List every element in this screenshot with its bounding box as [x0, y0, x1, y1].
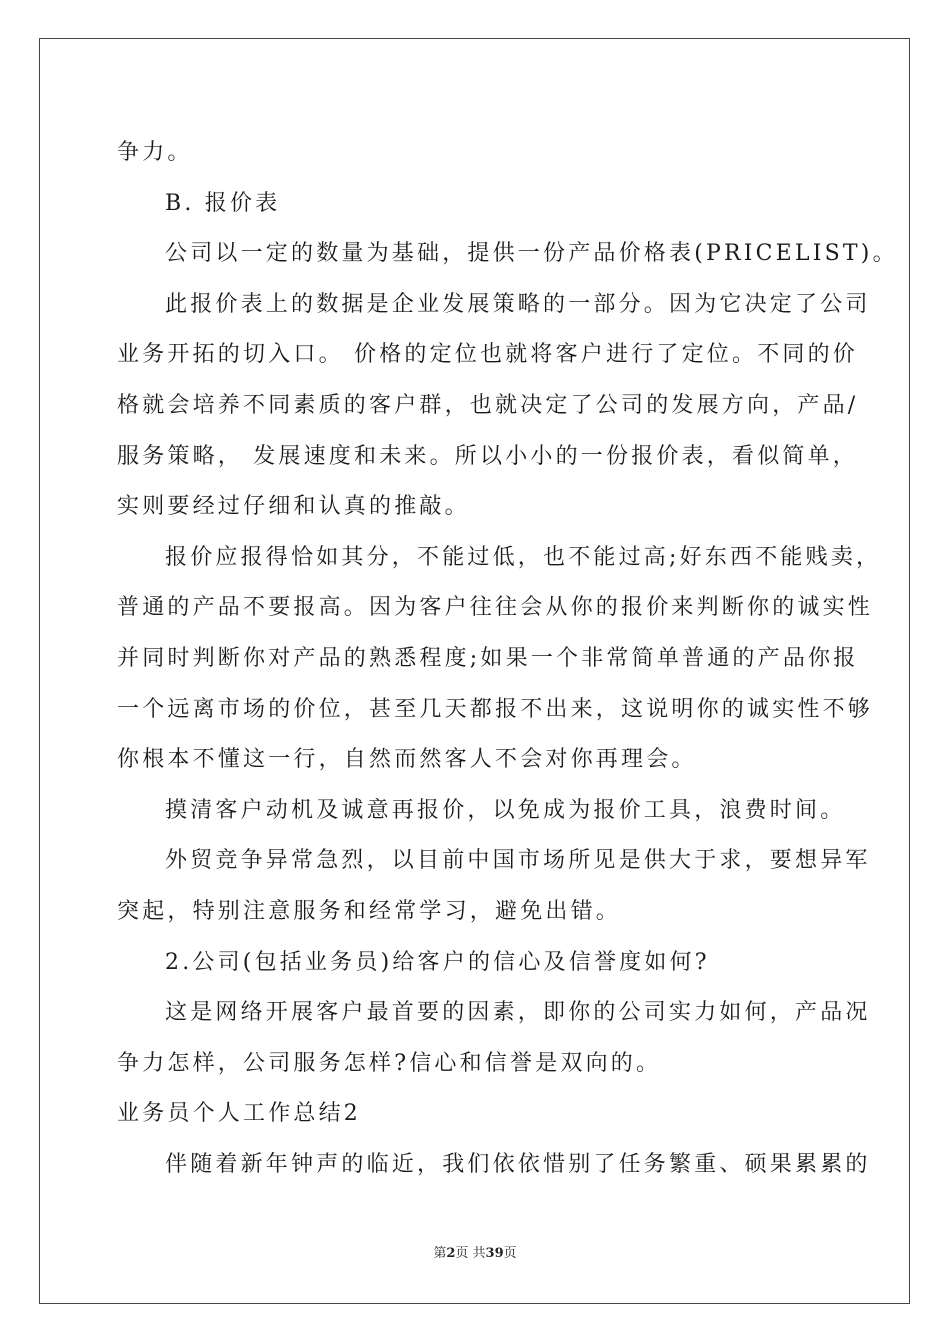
text-line: 此报价表上的数据是企业发展策略的一部分。因为它决定了公司	[165, 291, 871, 317]
text-line: 服务策略， 发展速度和未来。所以小小的一份报价表，看似简单，	[117, 443, 858, 469]
text-line: 2.公司(包括业务员)给客户的信心及信誉度如何?	[165, 949, 710, 975]
text-line: 这是网络开展客户最首要的因素，即你的公司实力如何，产品况	[165, 1000, 871, 1026]
text-line: 实则要经过仔细和认真的推敲。	[117, 494, 470, 520]
text-line: 并同时判断你对产品的熟悉程度;如果一个非常简单普通的产品你报	[117, 645, 859, 671]
text-line: 摸清客户动机及诚意再报价，以免成为报价工具，浪费时间。	[165, 797, 846, 823]
footer-total-pages: 39	[485, 1246, 504, 1261]
document-body	[117, 128, 898, 1190]
page-footer	[0, 1244, 950, 1264]
text-line: 争力怎样，公司服务怎样?信心和信誉是双向的。	[117, 1050, 662, 1076]
text-line: 一个远离市场的价位，甚至几天都报不出来，这说明你的诚实性不够	[117, 696, 874, 722]
text-line: 普通的产品不要报高。因为客户往往会从你的报价来判断你的诚实性	[117, 595, 874, 621]
text-line: 公司以一定的数量为基础，提供一份产品价格表(PRICELIST)。	[165, 241, 898, 267]
text-line: 伴随着新年钟声的临近，我们依依惜别了任务繁重、硕果累累的	[165, 1151, 871, 1177]
footer-prefix: 第	[433, 1246, 447, 1261]
footer-middle: 页 共	[455, 1246, 486, 1261]
text-line: 格就会培养不同素质的客户群，也就决定了公司的发展方向，产品/	[117, 392, 859, 418]
text-line: 争力。	[117, 140, 193, 165]
text-line: 业务开拓的切入口。 价格的定位也就将客户进行了定位。不同的价	[117, 342, 858, 368]
text-line: 外贸竞争异常急烈，以目前中国市场所见是供大于求，要想异军	[165, 848, 871, 874]
text-line: 报价应报得恰如其分，不能过低，也不能过高;好东西不能贱卖，	[165, 544, 882, 570]
text-line: 业务员个人工作总结2	[117, 1101, 361, 1127]
text-line: 突起，特别注意服务和经常学习，避免出错。	[117, 898, 622, 924]
text-line: B. 报价表	[165, 190, 281, 216]
footer-current-page: 2	[446, 1246, 456, 1261]
text-line: 你根本不懂这一行，自然而然客人不会对你再理会。	[117, 747, 697, 773]
footer-suffix: 页	[503, 1246, 517, 1261]
